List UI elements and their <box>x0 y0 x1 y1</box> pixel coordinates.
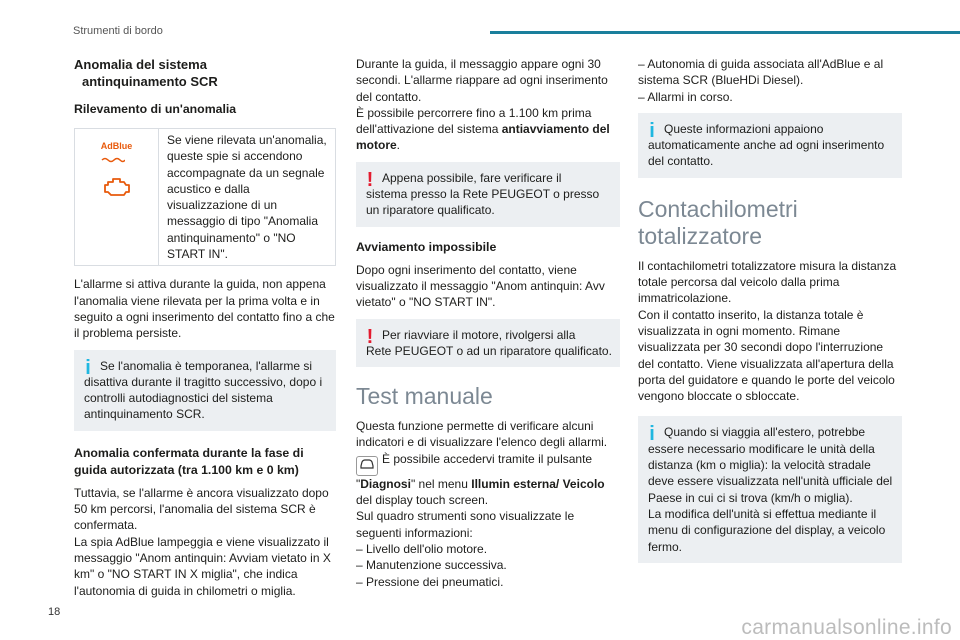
note-text: sistema presso la Rete PEUGEOT o presso un riparatore qualificato. <box>366 187 600 218</box>
note-text: essere necessario modificare le unità della distanza (km o miglia): la velocità stradale deve essere visualizzata nell'unità ufficiale del Paese in cui ci si trova (km/h o miglia). <box>648 441 893 505</box>
text-span: È possibile percorrere fino a 1.100 km prima dell'attivazione del sistema <box>356 105 592 137</box>
note-first-line: Quando si viaggia all'estero, potrebbe <box>664 425 866 440</box>
paragraph: Durante la guida, il messaggio appare ogni 30 secondi. L'allarme riappare ad ogni inserimento del contatto. <box>356 57 608 104</box>
list-item: – Manutenzione successiva. <box>356 558 507 573</box>
engine-warning-icon <box>102 175 132 199</box>
paragraph: La spia AdBlue lampeggia e viene visualizzato il messaggio "Anom antinquin: Avviam vietato in X km" o "NO START IN X miglia", che indica l'autonomia di guida in chilometri o miglia. <box>74 534 331 598</box>
warning-note <box>356 319 620 368</box>
text-span: " nel menu <box>410 476 472 491</box>
note-first-line: Se l'anomalia è temporanea, l'allarme si <box>100 358 313 373</box>
lamp-icons <box>75 129 159 265</box>
big-title-line2: totalizzatore <box>638 222 763 249</box>
paragraph: L'allarme si attiva durante la guida, non appena l'anomalia viene rilevata per la prima volta e in seguito a ogni inserimento del contatto fino a che il problema persiste. <box>74 277 335 341</box>
note-first-line: Per riavviare il motore, rivolgersi alla <box>382 327 576 342</box>
text-span: . <box>396 138 401 153</box>
bold-text: Illumin esterna/ Veicolo <box>471 476 605 491</box>
adblue-icon <box>101 141 133 167</box>
info-note <box>74 350 336 431</box>
paragraph: Questa funzione permette di verificare alcuni indicatori e di visualizzare l'elenco degli allarmi. <box>356 419 608 450</box>
bold-text: antiavviamento del motore <box>356 122 610 153</box>
note-text: disattiva durante il tragitto successivo, dopo i controlli autodiagnostici del sistema antinquinamento SCR. <box>84 374 323 422</box>
paragraph: Sul quadro strumenti sono visualizzate le seguenti informazioni: <box>356 509 575 540</box>
column-2 <box>356 56 620 590</box>
note-text: Rete PEUGEOT o ad un riparatore qualificato. <box>366 343 612 358</box>
section-header: Strumenti di bordo <box>73 25 163 37</box>
warning-note <box>356 162 620 227</box>
page-number: 18 <box>48 606 61 618</box>
column-1 <box>74 56 336 599</box>
note-first-line: Appena possibile, fare verificare il <box>382 170 562 185</box>
section-title-line2: antinquinamento SCR <box>82 74 218 89</box>
info-icon: i <box>649 119 655 142</box>
paragraph: Il contachilometri totalizzatore misura la distanza totale percorsa dal veicolo dalla prima immatricolazione. <box>638 258 897 306</box>
adblue-label: AdBlue <box>100 141 133 151</box>
paragraph: Con il contatto inserito, la distanza totale è visualizzata in ogni momento. Rimane visualizzata per 30 secondi dopo l'interruzione del contatto. Viene visualizzata all'apertura della porta del guidatore e quando le porte del veicolo vengono bloccate o sbloccate. <box>638 307 895 404</box>
paragraph <box>356 105 620 154</box>
watermark: carmanualsonline.info <box>741 616 952 639</box>
subheading-rilevamento: Rilevamento di un'anomalia <box>74 102 237 116</box>
list-item: – Pressione dei pneumatici. <box>356 574 504 589</box>
list-item: – Autonomia di guida associata all'AdBlue e al sistema SCR (BlueHDi Diesel). <box>638 57 884 88</box>
paragraph <box>356 451 620 509</box>
info-note <box>638 416 902 562</box>
paragraph: Dopo ogni inserimento del contatto, viene visualizzato il messaggio "Anom antinquin: Avv vietato" o "NO START IN". <box>356 262 605 310</box>
section-title-scr <box>74 56 336 90</box>
note-first-line: Queste informazioni appaiono <box>664 121 824 136</box>
bold-text: Diagnosi <box>360 476 411 491</box>
column-3 <box>638 56 902 573</box>
warning-icon: ! <box>366 325 374 348</box>
section-title-test-manuale: Test manuale <box>356 383 493 410</box>
list-item: – Allarmi in corso. <box>638 89 733 104</box>
subheading-anomalia-confermata: Anomalia confermata durante la fase di guida autorizzata (tra 1.100 km e 0 km) <box>74 445 304 477</box>
big-title-line1: Contachilometri <box>638 195 798 222</box>
info-icon: i <box>85 356 91 379</box>
note-text: La modifica dell'unità si effettua mediante il menu di configurazione del display, a veicolo fermo. <box>648 506 886 554</box>
info-icon: i <box>649 423 655 446</box>
header-accent-bar <box>490 31 960 34</box>
lamp-description: Se viene rilevata un'anomalia, queste spie si accendono accompagnate da un segnale acustico e dalla visualizzazione di un messaggio di tipo "Anomalia antinquinamento" o "NO START IN". <box>167 133 327 262</box>
note-text: automaticamente anche ad ogni inserimento del contatto. <box>648 138 885 169</box>
warning-lamp-box <box>74 128 336 266</box>
text-span: È possibile accedervi tramite il pulsante " <box>356 451 593 491</box>
subheading-avviamento-impossibile: Avviamento impossibile <box>356 239 497 254</box>
info-note <box>638 113 902 178</box>
list-item: – Livello dell'olio motore. <box>356 541 488 556</box>
car-icon <box>356 456 378 476</box>
adblue-wave-icon <box>101 157 125 163</box>
paragraph: Tuttavia, se l'allarme è ancora visualizzato dopo 50 km percorsi, l'anomalia del sistema SCR è confermata. <box>74 485 329 533</box>
warning-icon: ! <box>366 168 374 191</box>
text-span: del display touch screen. <box>356 493 489 508</box>
section-title-contachilometri <box>638 196 902 250</box>
section-title-line1: Anomalia del sistema <box>74 57 207 72</box>
